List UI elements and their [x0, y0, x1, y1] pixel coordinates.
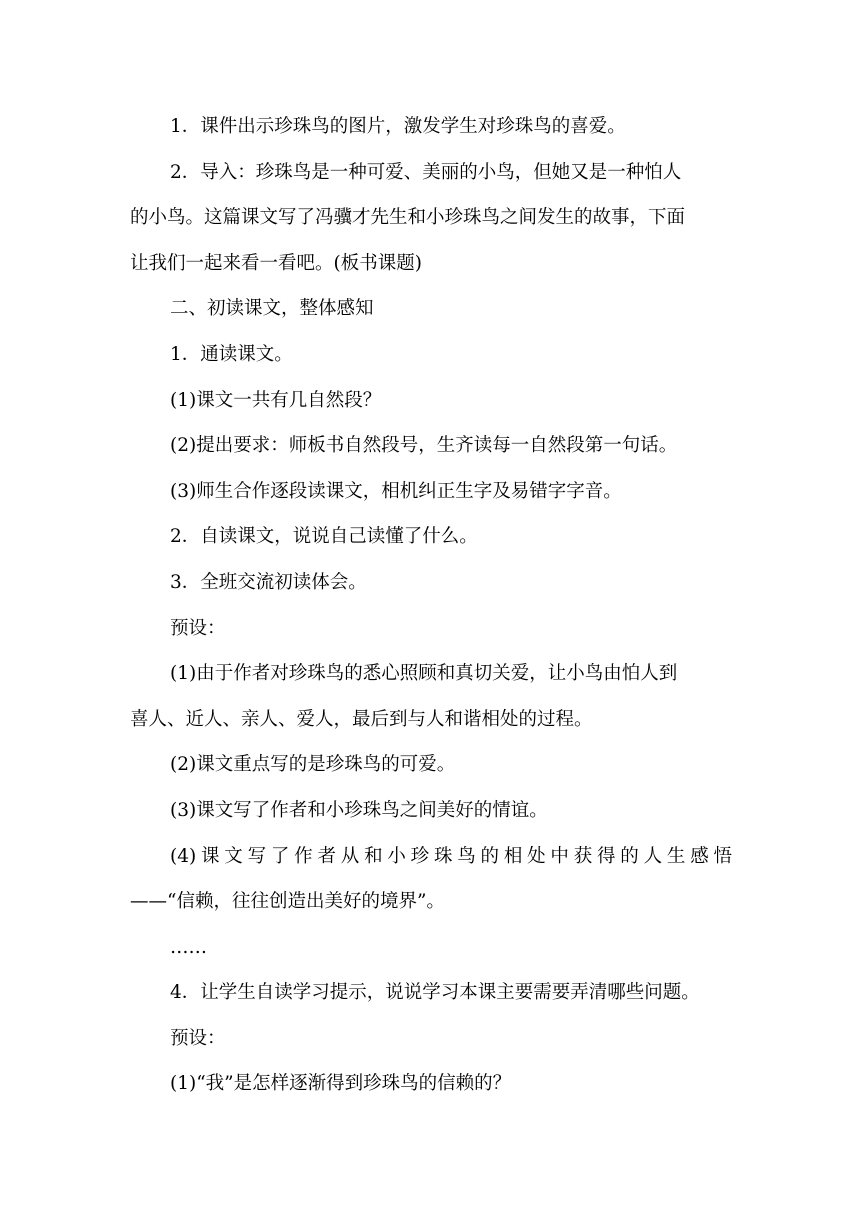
paragraph-line: (3)师生合作逐段读课文，相机纠正生字及易错字字音。: [170, 480, 622, 502]
ellipsis-line: ……: [170, 936, 207, 958]
paragraph-line: 预设：: [170, 617, 226, 639]
paragraph-line: 的小鸟。这篇课文写了冯骥才先生和小珍珠鸟之间发生的故事，下面: [130, 207, 686, 229]
paragraph-line: 让我们一起来看一看吧。(板书课题): [130, 252, 422, 274]
document-body: [130, 104, 732, 1107]
paragraph-line: 喜人、近人、亲人、爱人，最后到与人和谐相处的过程。: [130, 708, 593, 730]
paragraph-line: (1)课文一共有几自然段？: [170, 389, 382, 411]
paragraph-line: 2．导入：珍珠鸟是一种可爱、美丽的小鸟，但她又是一种怕人: [170, 161, 682, 183]
paragraph-line: 2．自读课文，说说自己读懂了什么。: [170, 526, 478, 548]
paragraph-line: (1)由于作者对珍珠鸟的悉心照顾和真切关爱，让小鸟由怕人到: [170, 663, 678, 685]
paragraph-line: (2)提出要求：师板书自然段号，生齐读每一自然段第一句话。: [170, 435, 678, 457]
section-heading: 二、初读课文，整体感知: [170, 298, 374, 320]
paragraph-line: (2)课文重点写的是珍珠鸟的可爱。: [170, 754, 456, 776]
paragraph-line: (4)课文写了作者从和小珍珠鸟的相处中获得的人生感悟: [170, 845, 732, 867]
paragraph-line: (1)“我”是怎样逐渐得到珍珠鸟的信赖的？: [170, 1073, 512, 1095]
paragraph-line: 3．全班交流初读体会。: [170, 571, 367, 593]
paragraph-line: 预设：: [170, 1027, 226, 1049]
paragraph-line: 4．让学生自读学习提示，说说学习本课主要需要弄清哪些问题。: [170, 982, 700, 1004]
paragraph-line: (3)课文写了作者和小珍珠鸟之间美好的情谊。: [170, 799, 548, 821]
paragraph-line: ——“信赖，往往创造出美好的境界”。: [130, 891, 445, 913]
paragraph-line: 1．课件出示珍珠鸟的图片，激发学生对珍珠鸟的喜爱。: [170, 116, 626, 137]
paragraph-line: 1．通读课文。: [170, 343, 293, 365]
